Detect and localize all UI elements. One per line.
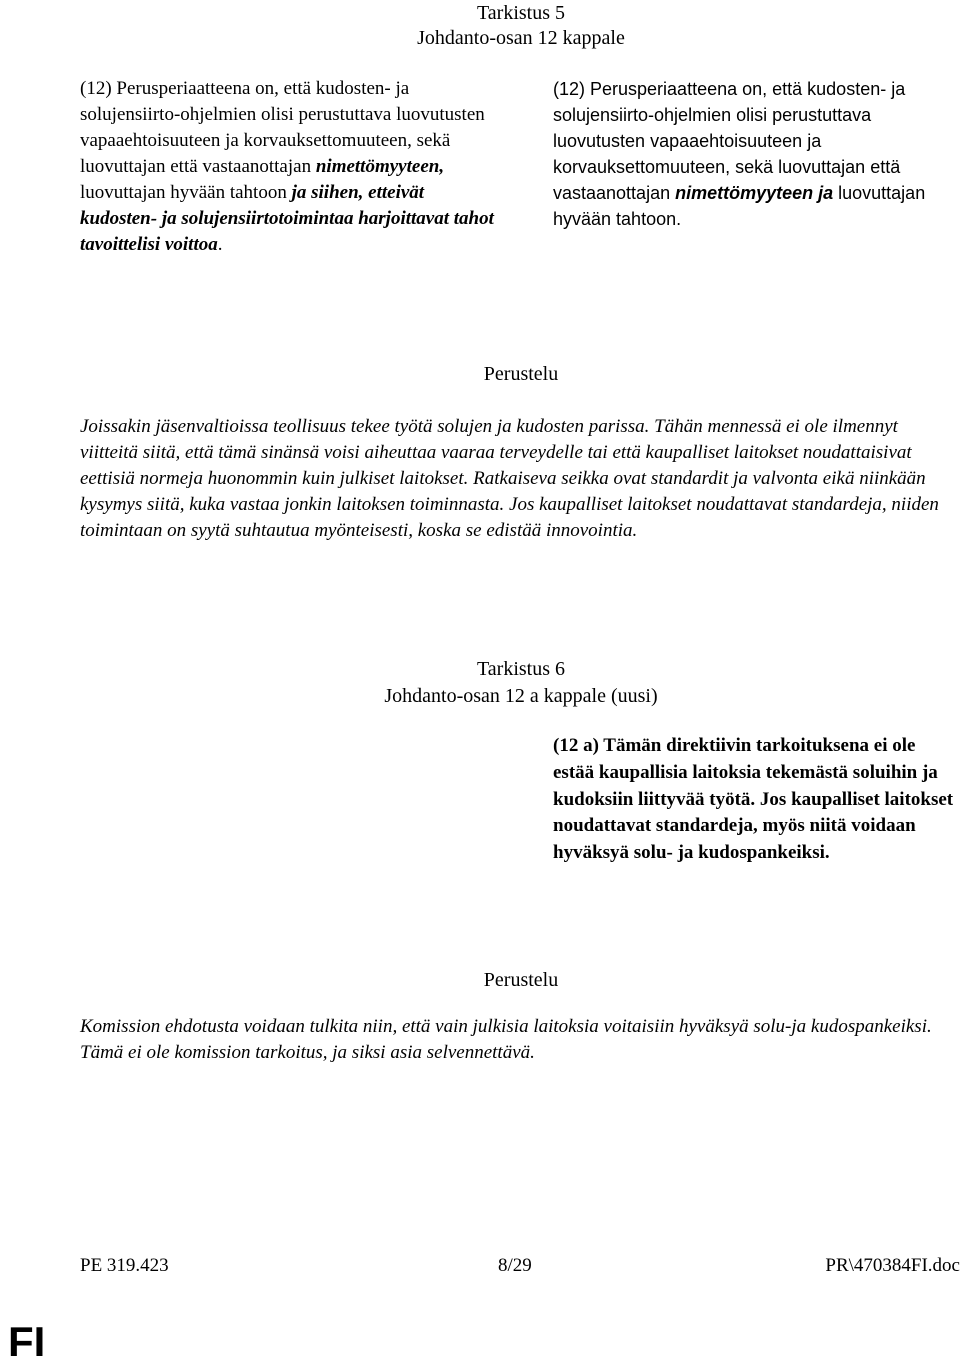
amendment-5-subtitle: Johdanto-osan 12 kappale	[417, 27, 625, 49]
footer-page-number: 8/29	[498, 1255, 532, 1276]
footer-file-name: PR\470384FI.doc	[825, 1255, 960, 1276]
amendment-6-parliament-text: (12 a) Tämän direktiivin tarkoituksena ei ole estää kaupallisia laitoksia tekemästä soluihin ja kudoksiin liittyvää työtä. Jos kaupalliset laitokset noudattavat standardeja, myös niitä voidaan hyväksyä solu- ja kudospankeiksi.	[553, 735, 954, 864]
commission-text-part-2: nimettömyyteen,	[315, 156, 445, 177]
parliament-text-part-1: (12) Perusperiaatteena on, että kudosten- ja solujensiirto-ohjelmien olisi perustuttava luovutusten vapaaehtoisuuteen ja korvauksettomuuteen, sekä luovuttajan että vastaanottajan	[553, 79, 906, 203]
commission-text-part-4: ja siihen, etteivät kudosten- ja solujensiirtotoimintaa harjoittavat tahot tavoittelisi voittoa	[80, 182, 494, 255]
amendment-6-justification: Komission ehdotusta voidaan tulkita niin, että vain julkisia laitoksia voitaisiin hyväksyä solu-ja kudospankeiksi. Tämä ei ole komission tarkoitus, ja siksi asia selvennettävä.	[80, 1016, 932, 1063]
amendment-5-justification: Joissakin jäsenvaltioissa teollisuus tekee työtä solujen ja kudosten parissa. Tähän mennessä ei ole ilmennyt viitteitä siitä, että tämä sinänsä voisi aiheuttaa vaaraa terveydelle tai että kaupalliset laitokset noudattaisivat eettisiä normeja huonommin kuin julkiset laitokset. Ratkaiseva seikka ovat standardit ja valvonta eikä niinkään kysymys siitä, kuka vastaa jonkin laitoksen toiminnasta. Jos kaupalliset laitokset noudattavat standardeja, niiden toimintaan on syytä suhtautua myönteisesti, koska se edistää innovointia.	[80, 416, 939, 541]
commission-text-part-1: (12) Perusperiaatteena on, että kudosten- ja solujensiirto-ohjelmien olisi perustuttava luovutusten vapaaehtoisuuteen ja korvauksettomuuteen, sekä luovuttajan että vastaanottajan	[80, 78, 485, 177]
amendment-5-parliament-text	[553, 76, 960, 232]
parliament-text-part-2: nimettömyyteen ja	[675, 183, 834, 203]
amendment-5-title: Tarkistus 5	[476, 2, 566, 24]
amendment-5-justification-heading: Perustelu	[483, 363, 559, 385]
commission-text-part-5: .	[217, 234, 223, 255]
amendment-6-justification-heading: Perustelu	[483, 969, 559, 991]
amendment-6-subtitle: Johdanto-osan 12 a kappale (uusi)	[384, 685, 658, 707]
language-code: FI	[8, 1318, 46, 1365]
footer-document-number: PE 319.423	[80, 1255, 169, 1276]
commission-text-part-3: luovuttajan hyvään tahtoon	[80, 182, 292, 203]
amendment-6-title: Tarkistus 6	[476, 658, 566, 680]
amendment-5-commission-text	[80, 76, 500, 258]
parliament-text-part-3: luovuttajan hyvään tahtoon.	[553, 183, 926, 229]
